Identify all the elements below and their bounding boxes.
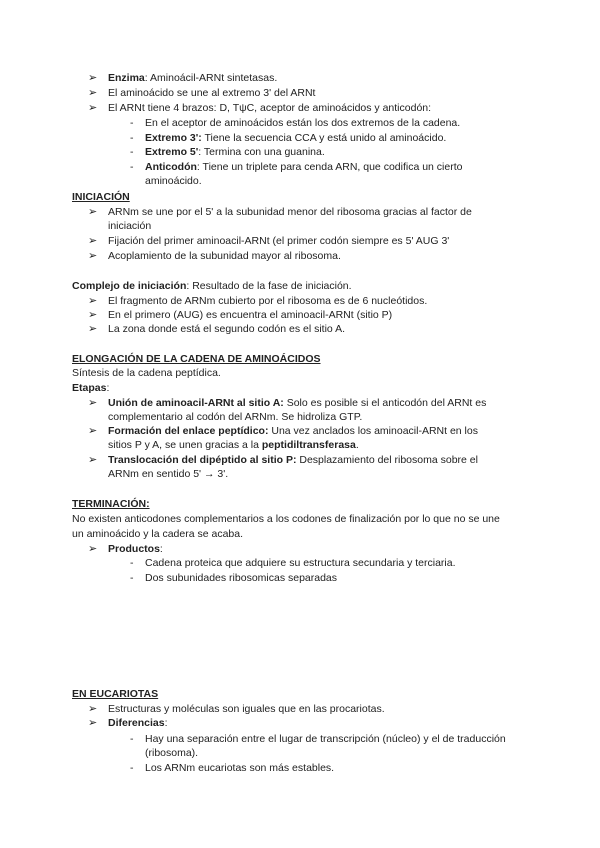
section-heading-terminacion: TERMINACIÓN: xyxy=(72,498,150,510)
dash-bullet: - xyxy=(130,762,134,774)
etapa-continuation: complementario al codón del ARNm. Se hidroliza GTP. xyxy=(108,411,363,423)
arrow-bullet-icon: ➢ xyxy=(88,235,98,247)
complejo-item: En el primero (AUG) es encuentra el aminoacil-ARNt (sitio P) xyxy=(108,309,393,321)
etapa-cont-text: sitios P y A, se unen gracias a la xyxy=(108,439,262,451)
etapa-item xyxy=(108,453,478,467)
arm-item-label: Extremo 5' xyxy=(145,146,199,158)
arm-item-text: : Tiene un triplete para cenda ARN, que codifica un cierto xyxy=(196,161,463,173)
section-heading-iniciacion: INICIACIÓN xyxy=(72,191,130,203)
arrow-bullet-icon: ➢ xyxy=(88,250,98,262)
etapa-label: Unión de aminoacil-ARNt al sitio A: xyxy=(108,397,284,409)
iniciacion-item: Fijación del primer aminoacil-ARNt (el primer codón siempre es 5' AUG 3' xyxy=(108,235,450,247)
section-heading-elongacion: ELONGACIÓN DE LA CADENA DE AMINOÁCIDOS xyxy=(72,353,321,365)
diferencia-item: Hay una separación entre el lugar de transcripción (núcleo) y el de traducción xyxy=(145,733,506,745)
arm-item xyxy=(145,160,462,174)
arm-item-label: Anticodón xyxy=(145,161,197,173)
complejo-line xyxy=(72,279,352,293)
section-heading-eucariotas: EN EUCARIOTAS xyxy=(72,688,159,700)
etapa-continuation: ARNm en sentido 5' → 3'. xyxy=(108,468,229,480)
arm-item-text: Tiene la secuencia CCA y está unido al aminoácido. xyxy=(201,132,447,144)
dash-bullet: - xyxy=(130,733,134,745)
arrow-bullet-icon: ➢ xyxy=(88,454,98,466)
iniciacion-item-continuation: iniciación xyxy=(108,220,152,232)
arrow-bullet-icon: ➢ xyxy=(88,309,98,321)
aminoacid-bind-line: El aminoácido se une al extremo 3' del ARNt xyxy=(108,87,316,99)
etapa-cont-end: . xyxy=(355,439,359,451)
iniciacion-item: ARNm se une por el 5' a la subunidad menor del ribosoma gracias al factor de xyxy=(108,206,472,218)
productos-line xyxy=(108,542,163,556)
arrow-bullet-icon: ➢ xyxy=(88,717,98,729)
etapa-text: Desplazamiento del ribosoma sobre el xyxy=(296,454,478,466)
arrow-bullet-icon: ➢ xyxy=(88,72,98,84)
diferencia-continuation: (ribosoma). xyxy=(145,747,199,759)
arm-item: En el aceptor de aminoácidos están los dos extremos de la cadena. xyxy=(145,117,461,129)
dash-bullet: - xyxy=(130,572,134,584)
arrow-bullet-icon: ➢ xyxy=(88,397,98,409)
etapas-label: Etapas xyxy=(72,382,107,394)
producto-item: Cadena proteica que adquiere su estructura secundaria y terciaria. xyxy=(145,557,456,569)
diferencias-colon: : xyxy=(164,717,168,729)
complejo-item: La zona donde está el segundo codón es el sitio A. xyxy=(108,323,346,335)
enzyme-label: Enzima xyxy=(108,72,145,84)
arnt-arms-line: El ARNt tiene 4 brazos: D, TψC, aceptor de aminoácidos y anticodón: xyxy=(108,102,432,114)
etapa-label: Formación del enlace peptídico: xyxy=(108,425,269,437)
arrow-bullet-icon: ➢ xyxy=(88,323,98,335)
etapa-label: Translocación del dipéptido al sitio P: xyxy=(108,454,297,466)
etapas-colon: : xyxy=(106,382,110,394)
diferencias-label: Diferencias xyxy=(108,717,165,729)
productos-label: Productos xyxy=(108,543,160,555)
diferencias-line xyxy=(108,716,168,730)
productos-colon: : xyxy=(159,543,163,555)
enzyme-line xyxy=(108,71,277,85)
iniciacion-item: Acoplamiento de la subunidad mayor al ribosoma. xyxy=(108,250,341,262)
arm-item xyxy=(145,131,446,145)
etapa-continuation xyxy=(108,438,359,452)
complejo-text: : Resultado de la fase de iniciación. xyxy=(186,280,352,292)
eucariotas-item: Estructuras y moléculas son iguales que en las procariotas. xyxy=(108,703,385,715)
arm-item-label: Extremo 3': xyxy=(145,132,202,144)
diferencia-item: Los ARNm eucariotas son más estables. xyxy=(145,762,335,774)
complejo-item: El fragmento de ARNm cubierto por el ribosoma es de 6 nucleótidos. xyxy=(108,295,428,307)
arrow-bullet-icon: ➢ xyxy=(88,102,98,114)
etapas-line xyxy=(72,381,109,395)
arm-item-continuation: aminoácido. xyxy=(145,175,202,187)
arrow-bullet-icon: ➢ xyxy=(88,425,98,437)
dash-bullet: - xyxy=(130,161,134,173)
arm-item xyxy=(145,145,325,159)
etapa-item xyxy=(108,424,478,438)
enzyme-name: peptidiltransferasa xyxy=(261,439,356,451)
arrow-bullet-icon: ➢ xyxy=(88,543,98,555)
enzyme-text: : Aminoácil-ARNt sintetasas. xyxy=(144,72,278,84)
producto-item: Dos subunidades ribosomicas separadas xyxy=(145,572,338,584)
dash-bullet: - xyxy=(130,557,134,569)
arm-item-text: : Termina con una guanina. xyxy=(198,146,325,158)
arrow-bullet-icon: ➢ xyxy=(88,295,98,307)
complejo-label: Complejo de iniciación xyxy=(72,280,187,292)
dash-bullet: - xyxy=(130,146,134,158)
elongacion-subtitle: Síntesis de la cadena peptídica. xyxy=(72,367,221,379)
dash-bullet: - xyxy=(130,117,134,129)
arrow-bullet-icon: ➢ xyxy=(88,703,98,715)
terminacion-text: un aminoácido y la cadera se acaba. xyxy=(72,528,244,540)
terminacion-text: No existen anticodones complementarios a los codones de finalización por lo que no se une xyxy=(72,513,500,525)
etapa-item xyxy=(108,396,486,410)
dash-bullet: - xyxy=(130,132,134,144)
etapa-text: Una vez anclados los aminoacil-ARNt en los xyxy=(268,425,478,437)
etapa-text: Solo es posible si el anticodón del ARNt es xyxy=(283,397,487,409)
arrow-bullet-icon: ➢ xyxy=(88,87,98,99)
arrow-bullet-icon: ➢ xyxy=(88,206,98,218)
